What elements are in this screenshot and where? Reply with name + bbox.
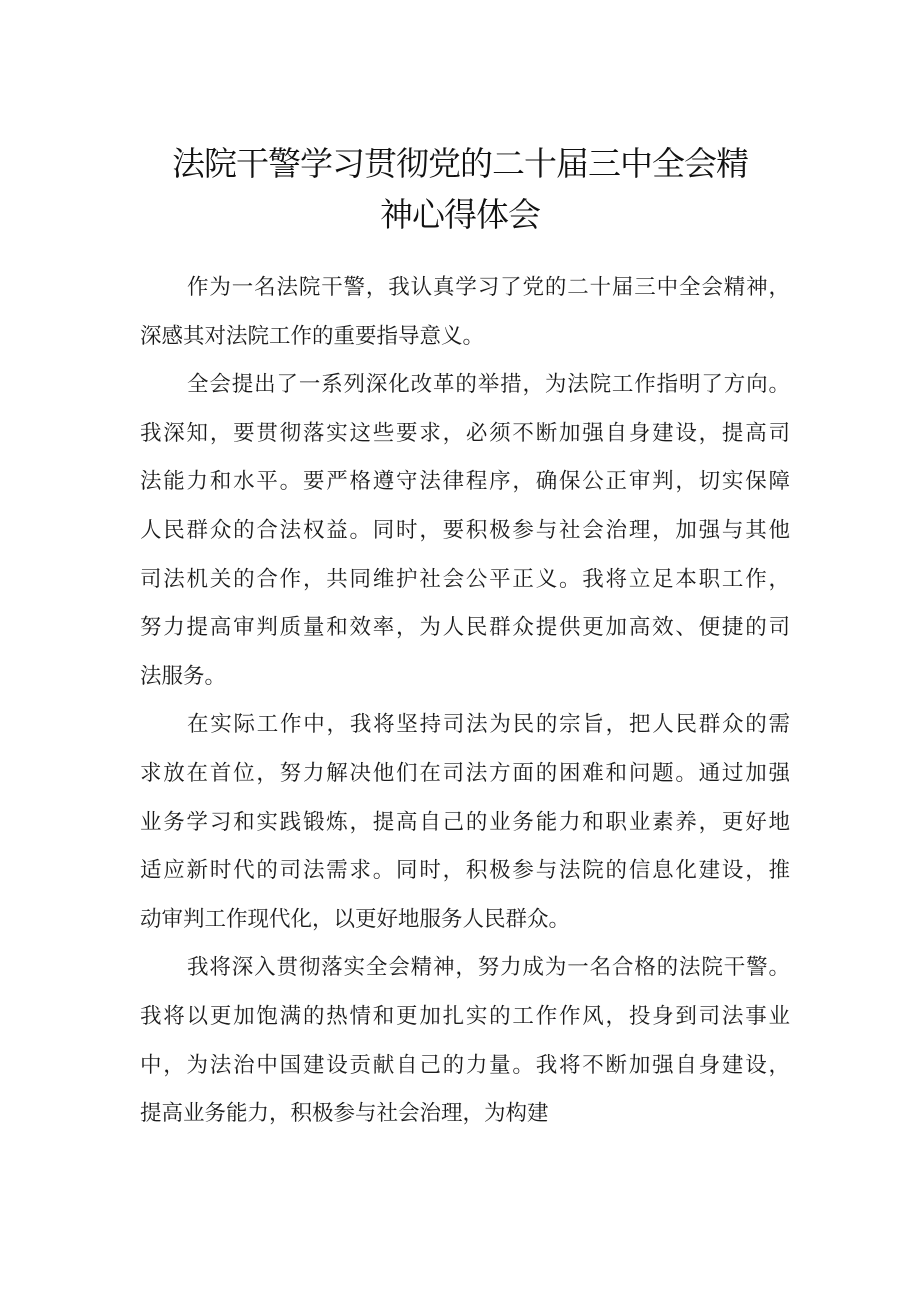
paragraph-line: 中，为法治中国建设贡献自己的力量。我将不断加强自身建设， — [140, 1052, 790, 1078]
paragraph-line: 我将深入贯彻落实全会精神，努力成为一名合格的法院干警。 — [187, 955, 790, 981]
paragraph-line: 适应新时代的司法需求。同时，积极参与法院的信息化建设，推 — [140, 858, 790, 884]
paragraph-4 — [140, 944, 790, 1138]
paragraph-3 — [140, 701, 790, 944]
document-title — [100, 138, 820, 240]
paragraph-2 — [140, 361, 790, 701]
paragraph-line: 努力提高审判质量和效率，为人民群众提供更加高效、便捷的司 — [140, 615, 790, 641]
paragraph-line: 动审判工作现代化，以更好地服务人民群众。 — [140, 906, 571, 932]
paragraph-1 — [140, 264, 790, 361]
paragraph-line: 深感其对法院工作的重要指导意义。 — [140, 323, 485, 349]
paragraph-line: 我深知，要贯彻落实这些要求，必须不断加强自身建设，提高司 — [140, 420, 790, 446]
paragraph-line: 法能力和水平。要严格遵守法律程序，确保公正审判，切实保障 — [140, 469, 790, 495]
paragraph-line: 全会提出了一系列深化改革的举措，为法院工作指明了方向。 — [187, 372, 790, 398]
paragraph-line: 我将以更加饱满的热情和更加扎实的工作作风，投身到司法事业 — [140, 1003, 790, 1029]
paragraph-line: 司法机关的合作，共同维护社会公平正义。我将立足本职工作， — [140, 566, 790, 592]
paragraph-line: 作为一名法院干警，我认真学习了党的二十届三中全会精神， — [187, 275, 790, 300]
paragraph-line: 业务学习和实践锻炼，提高自己的业务能力和职业素养，更好地 — [140, 809, 790, 835]
paragraph-line: 在实际工作中，我将坚持司法为民的宗旨，把人民群众的需 — [187, 712, 790, 738]
paragraph-line: 法服务。 — [140, 663, 227, 689]
paragraph-line: 人民群众的合法权益。同时，要积极参与社会治理，加强与其他 — [140, 517, 790, 543]
paragraph-line: 提高业务能力，积极参与社会治理，为构建 — [140, 1101, 549, 1127]
document-body — [140, 264, 790, 1139]
title-line-1: 法院干警学习贯彻党的二十届三中全会精 — [172, 144, 748, 183]
title-line-2: 神心得体会 — [380, 195, 540, 234]
paragraph-line: 求放在首位，努力解决他们在司法方面的困难和问题。通过加强 — [140, 760, 790, 786]
